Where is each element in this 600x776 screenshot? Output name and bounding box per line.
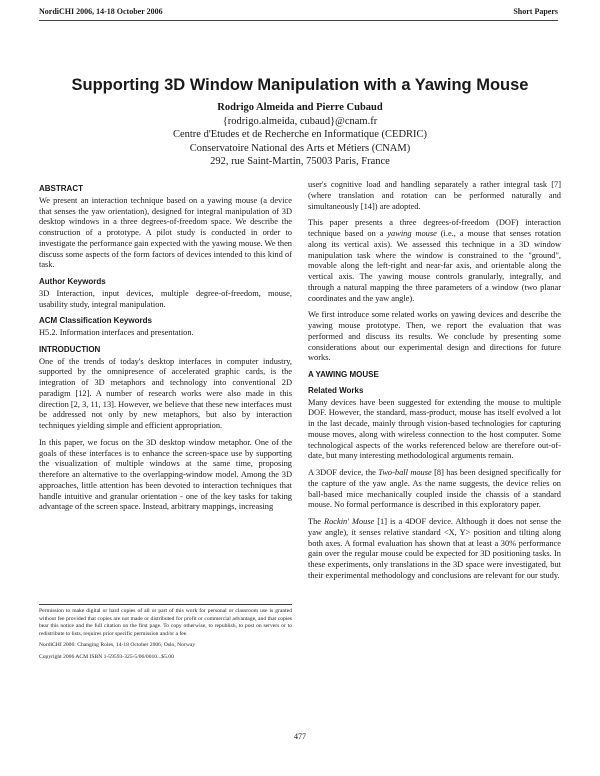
yawing-mouse-heading: A YAWING MOUSE <box>308 370 379 379</box>
page-number: 477 <box>294 732 306 741</box>
rockin-mouse-paragraph: The Rockin' Mouse [1] is a 4DOF device. Although it does not sense the yaw angle), it senses relative standard <X, Y> position and tilting along both axes. A formal evaluation has shown that at least a 30% performance gain over the regular mouse could be expected for 3D positioning tasks. In these experiments, only translations in the 3D space were investigated, but their experimental methodology and conclusions are relevant for our study. <box>308 517 561 580</box>
keywords-text: 3D Interaction, input devices, multiple degree-of-freedom, mouse, usability study, integral manipulation. <box>39 288 292 309</box>
introduction-heading: INTRODUCTION <box>39 344 101 354</box>
introduction-paragraph-2: In this paper, we focus on the 3D desktop window metaphor. One of the goals of these interfaces is to enhance the screen-space use by supporting the visualization of multiple windows at the same time, proposing therefore an alternative to the overlapping-window model. Among the 3D approaches, little attention has been devoted to interaction techniques that handle intuitive and granular orientation - one of the key tasks for taking advantage of the screen space. Instead, arbitrary mappings, increasing <box>39 437 292 512</box>
affiliation-lab: Centre d'Etudes et de Recherche en Informatique (CEDRIC) <box>172 129 428 141</box>
author-email: {rodrigo.almeida, cubaud}@cnam.fr <box>222 115 378 127</box>
left-column <box>39 184 292 519</box>
affiliation-institution: Conservatoire National des Arts et Métiers (CNAM) <box>189 142 411 154</box>
introduction-paragraph-1: One of the trends of today's desktop interfaces in computer industry, supported by the omnipresence of accelerated graphic cards, is the integration of 3D metaphors and technology into conventional 2D paradigm [12]. A number of research works were also made in this direction [2, 3, 11, 13]. However, we believe that these new interfaces must be addressed not only by new metaphors, but also by interaction techniques yielding simple and efficient appropriation. <box>39 356 292 430</box>
related-works-paragraph: Many devices have been suggested for extending the mouse to multiple DOF. However, the standard, mass-product, mouse has itself evolved a lot in the last decade, mainly through vision-based technologies for capturing mouse moves, along with wireless connection to the host computer. Some technological aspects of the works referenced below are therefore out-of-date, but many interesting methodological arguments remain. <box>308 397 561 461</box>
intro-continued-paragraph: user's cognitive load and handling separately a rather integral task [7] (where translation and rotation can be performed naturally and simultaneously [14]) are adopted. <box>308 180 561 211</box>
paper-title: Supporting 3D Window Manipulation with a Yawing Mouse <box>71 76 529 94</box>
abstract-heading: ABSTRACT <box>39 184 83 193</box>
permission-block <box>39 604 292 666</box>
author-names: Rodrigo Almeida and Pierre Cubaud <box>217 102 383 113</box>
author-block <box>0 101 600 169</box>
abstract-text: We present an interaction technique based on a yawing mouse (a device that senses the yaw orientation), designed for integral manipulation of 3D desktop windows in a three degrees-of-freedom space. We describe the construction of a prototype. A pilot study is conducted in order to investigate the performance gain expected with the yawing mouse. We then discuss some aspects of the form factors of devices intended to this kind of task. <box>39 195 292 270</box>
acm-heading: ACM Classification Keywords <box>39 316 152 326</box>
keywords-heading: Author Keywords <box>39 277 106 286</box>
section-header: Short Papers <box>513 7 558 16</box>
right-column <box>308 180 561 588</box>
permission-text: Permission to make digital or hard copies of all or part of this work for personal or classroom use is granted without fee provided that copies are not made or distributed for profit or commercial advantage, and that copies bear this notice and the full citation on the first page. To copy otherwise, to republish, to post on servers or to redistribute to lists, requires prior specific permission and/or a fee. <box>39 608 292 637</box>
copyright-text: Copyright 2006 ACM ISBN 1-59593-325-5/06/0010...$5.00 <box>39 653 174 660</box>
venue-text: NordiCHI 2006: Changing Roles, 14-18 October 2006, Oslo, Norway <box>39 642 196 649</box>
affiliation-address: 292, rue Saint-Martin, 75003 Paris, France <box>210 156 390 168</box>
header-rule <box>39 20 558 21</box>
related-works-heading: Related Works <box>308 385 364 395</box>
outline-paragraph: We first introduce some related works on yawing devices and describe the yawing mouse prototype. Then, we report the evaluation that was performed and discuss its results. We conclude by presenting some considerations about our experimental design and directions for future works. <box>308 310 561 363</box>
conference-header: NordiCHI 2006, 14-18 October 2006 <box>39 7 163 16</box>
acm-text: H5.2. Information interfaces and presentation. <box>39 328 194 337</box>
two-ball-mouse-paragraph: A 3DOF device, the Two-ball mouse [8] has been designed specifically for the capture of the yaw angle. As the name suggests, the device relies on ball-based mice mechanically coupled inside the chassis of a standard mouse. No formal performance is described in this exploratory paper. <box>308 468 561 510</box>
contribution-paragraph: This paper presents a three degrees-of-freedom (DOF) interaction technique based on a yawing mouse (i.e., a mouse that senses rotation along its vertical axis). We assessed this technique in a 3D window manipulation task where the window is constrained to the "ground", movable along the left-right and near-far axis, and orientable along the vertical axis. The yawing mouse controls granularly, integrally, and through a natural mapping the three parameters of a window (two planar coordinates and the yaw angle). <box>308 218 561 303</box>
